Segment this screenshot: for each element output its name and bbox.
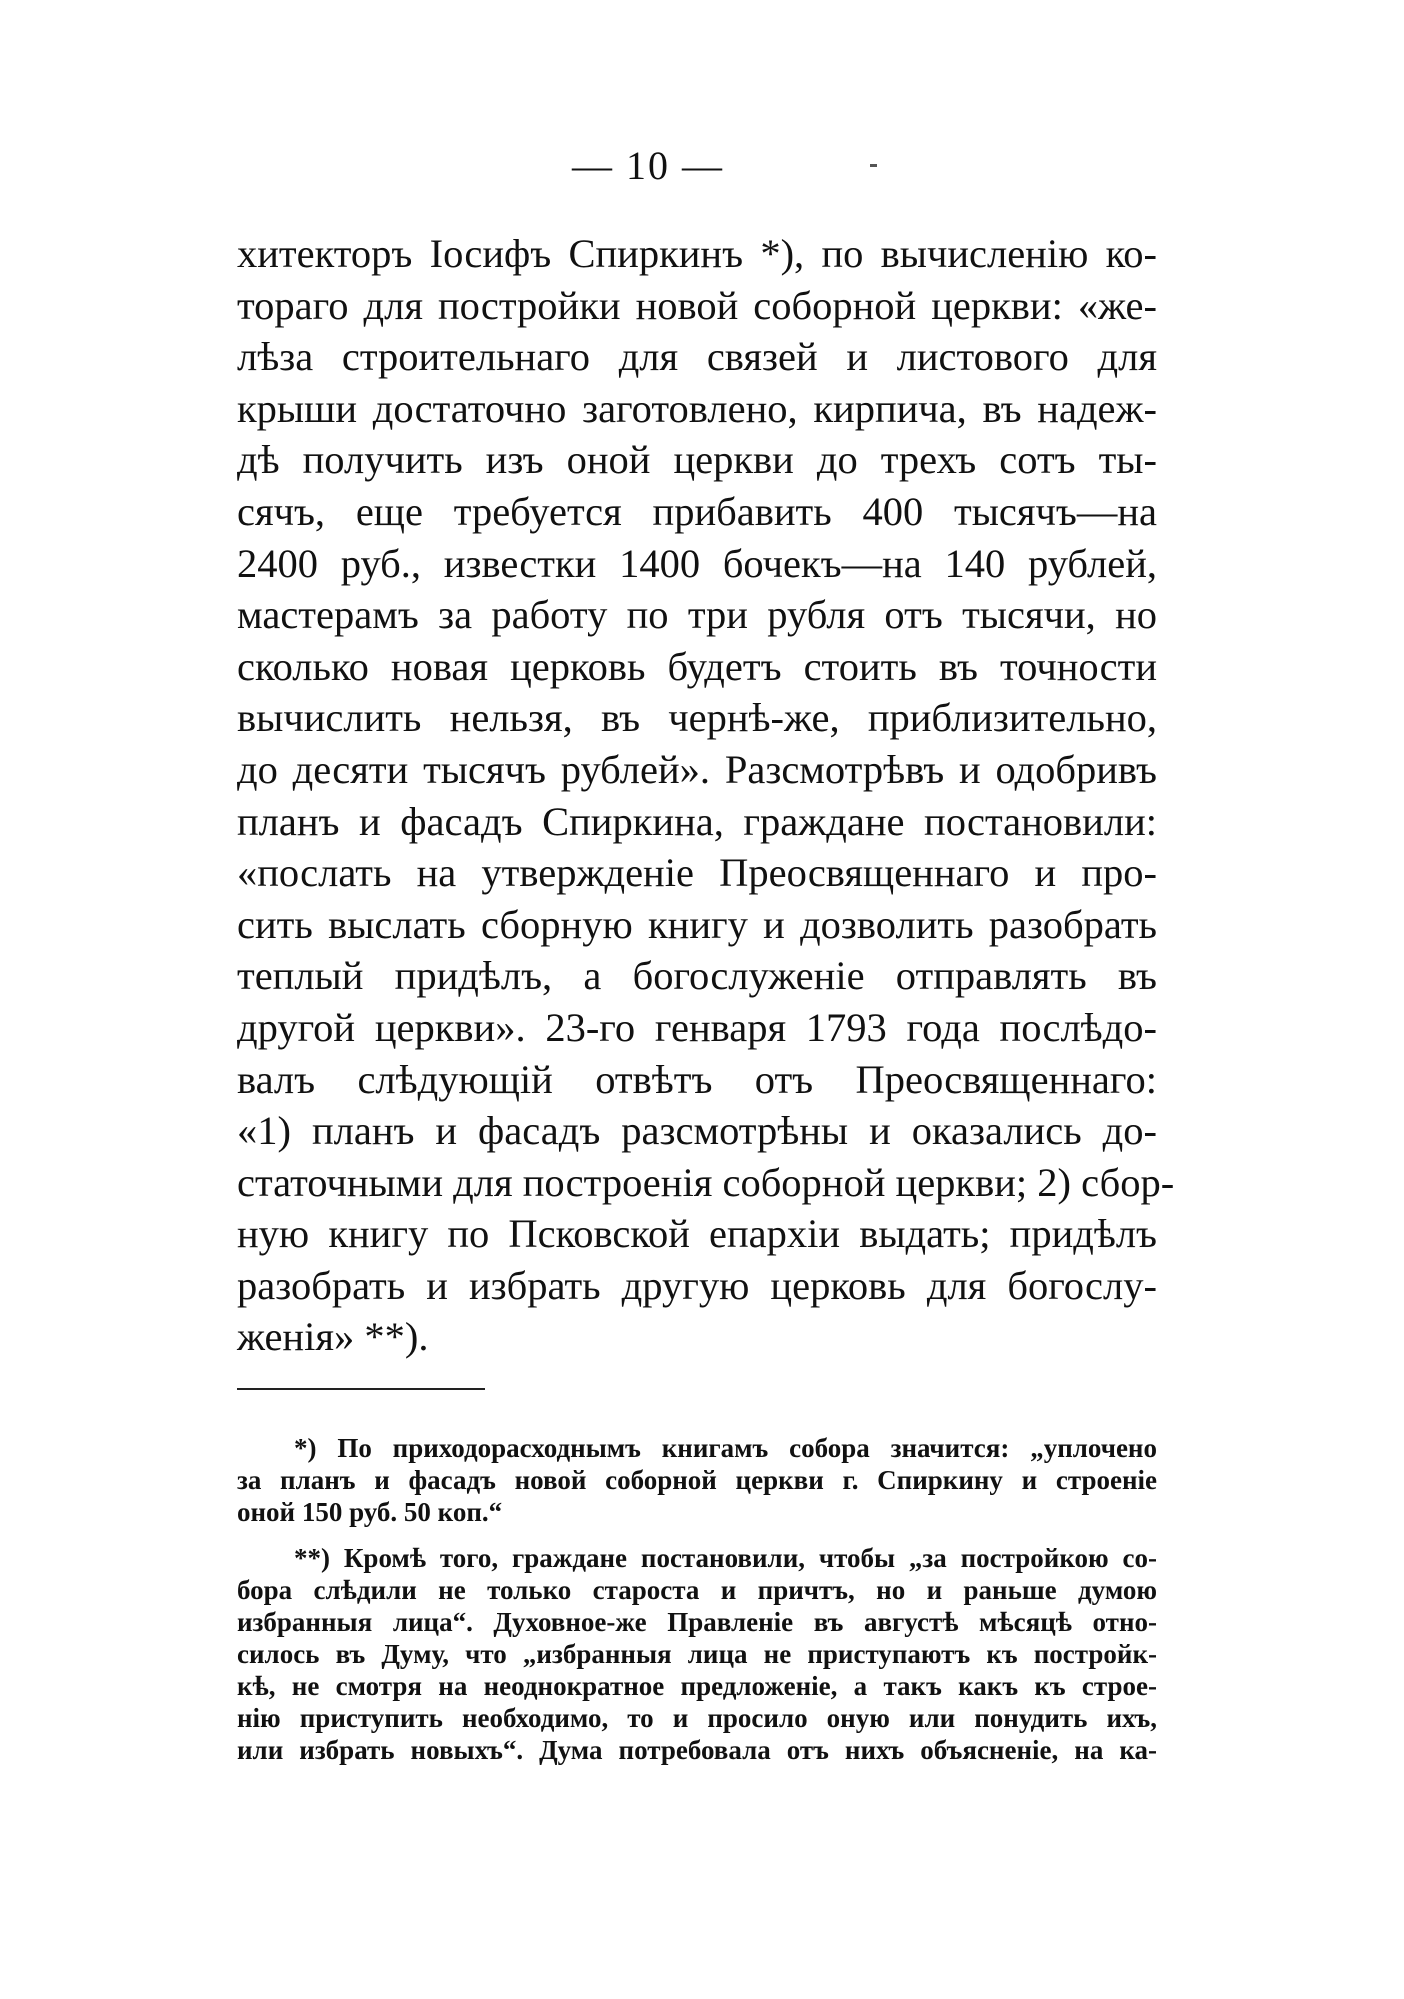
footnote-line: силось въ Думу, что „избранныя лица не приступаютъ къ постройк- [237,1639,1157,1669]
print-speck [870,164,877,167]
text-line: «послать на утвержденіе Преосвященнаго и про- [237,850,1157,896]
footnote-line: кѣ, не смотря на неоднократное предложеніе, а такъ какъ къ строе- [237,1671,1157,1701]
text-line: «1) планъ и фасадъ разсмотрѣны и оказались до- [237,1108,1157,1154]
text-line: мастерамъ за работу по три рубля отъ тысячи, но [237,592,1157,638]
page-number-text: — 10 — [572,143,724,188]
footnote-line: избранныя лица“. Духовное-же Правленіе въ августѣ мѣсяцѣ отно- [237,1607,1157,1637]
footnote-line: бора слѣдили не только староста и причтъ, но и раньше думою [237,1575,1157,1605]
text-line: валъ слѣдующій отвѣтъ отъ Преосвященнаго: [237,1056,1157,1102]
text-line: женія» **). [237,1314,429,1360]
text-line: сячъ, еще требуется прибавить 400 тысячъ—на [237,488,1157,534]
page-number [0,142,1404,190]
footnote-line: **) Кромѣ того, граждане постановили, чтобы „за постройкою со- [294,1543,1157,1573]
footnote-line: за планъ и фасадъ новой соборной церкви г. Спиркину и строеніе [237,1465,1157,1495]
footnote-line: или избрать новыхъ“. Дума потребовала отъ нихъ объясненіе, на ка- [237,1735,1157,1765]
footnote-spacer [237,1528,1157,1542]
text-line: вычислить нельзя, въ чернѣ-же, приблизительно, [237,695,1157,741]
text-line: сколько новая церковь будетъ стоить въ точности [237,643,1157,689]
text-line: лѣза строительнаго для связей и листового для [237,334,1157,380]
footnotes [237,1432,1157,1766]
text-line: ную книгу по Псковской епархіи выдать; придѣлъ [237,1211,1157,1257]
main-text [237,228,1175,1363]
footnote-line: оной 150 руб. 50 коп.“ [237,1497,503,1527]
text-line: 2400 руб., известки 1400 бочекъ—на 140 рублей, [237,540,1157,586]
text-line: разобрать и избрать другую церковь для богослу- [237,1262,1157,1308]
footnote-1 [237,1432,1157,1528]
footnote-line: нію приступить необходимо, то и просило оную или понудить ихъ, [237,1703,1157,1733]
footnote-divider [237,1388,485,1390]
footnote-2 [237,1542,1157,1766]
text-line: до десяти тысячъ рублей». Разсмотрѣвъ и одобривъ [237,746,1157,792]
text-line: другой церкви». 23-го генваря 1793 года послѣдо- [237,1004,1157,1050]
text-line: статочными для построенія соборной церкви; 2) сбор- [237,1159,1175,1205]
text-line: теплый придѣлъ, а богослуженіе отправлять въ [237,953,1157,999]
footnote-line: *) По приходорасходнымъ книгамъ собора значится: „уплочено [294,1433,1157,1463]
text-line: сить выслать сборную книгу и дозволить разобрать [237,901,1157,947]
text-line: дѣ получить изъ оной церкви до трехъ сотъ ты- [237,437,1157,483]
text-line: тораго для постройки новой соборной церкви: «же- [237,282,1157,328]
text-line: планъ и фасадъ Спиркина, граждане постановили: [237,798,1157,844]
text-line: хитекторъ Іосифъ Спиркинъ *), по вычисленію ко- [237,231,1157,276]
text-line: крыши достаточно заготовлено, кирпича, въ надеж- [237,385,1157,431]
